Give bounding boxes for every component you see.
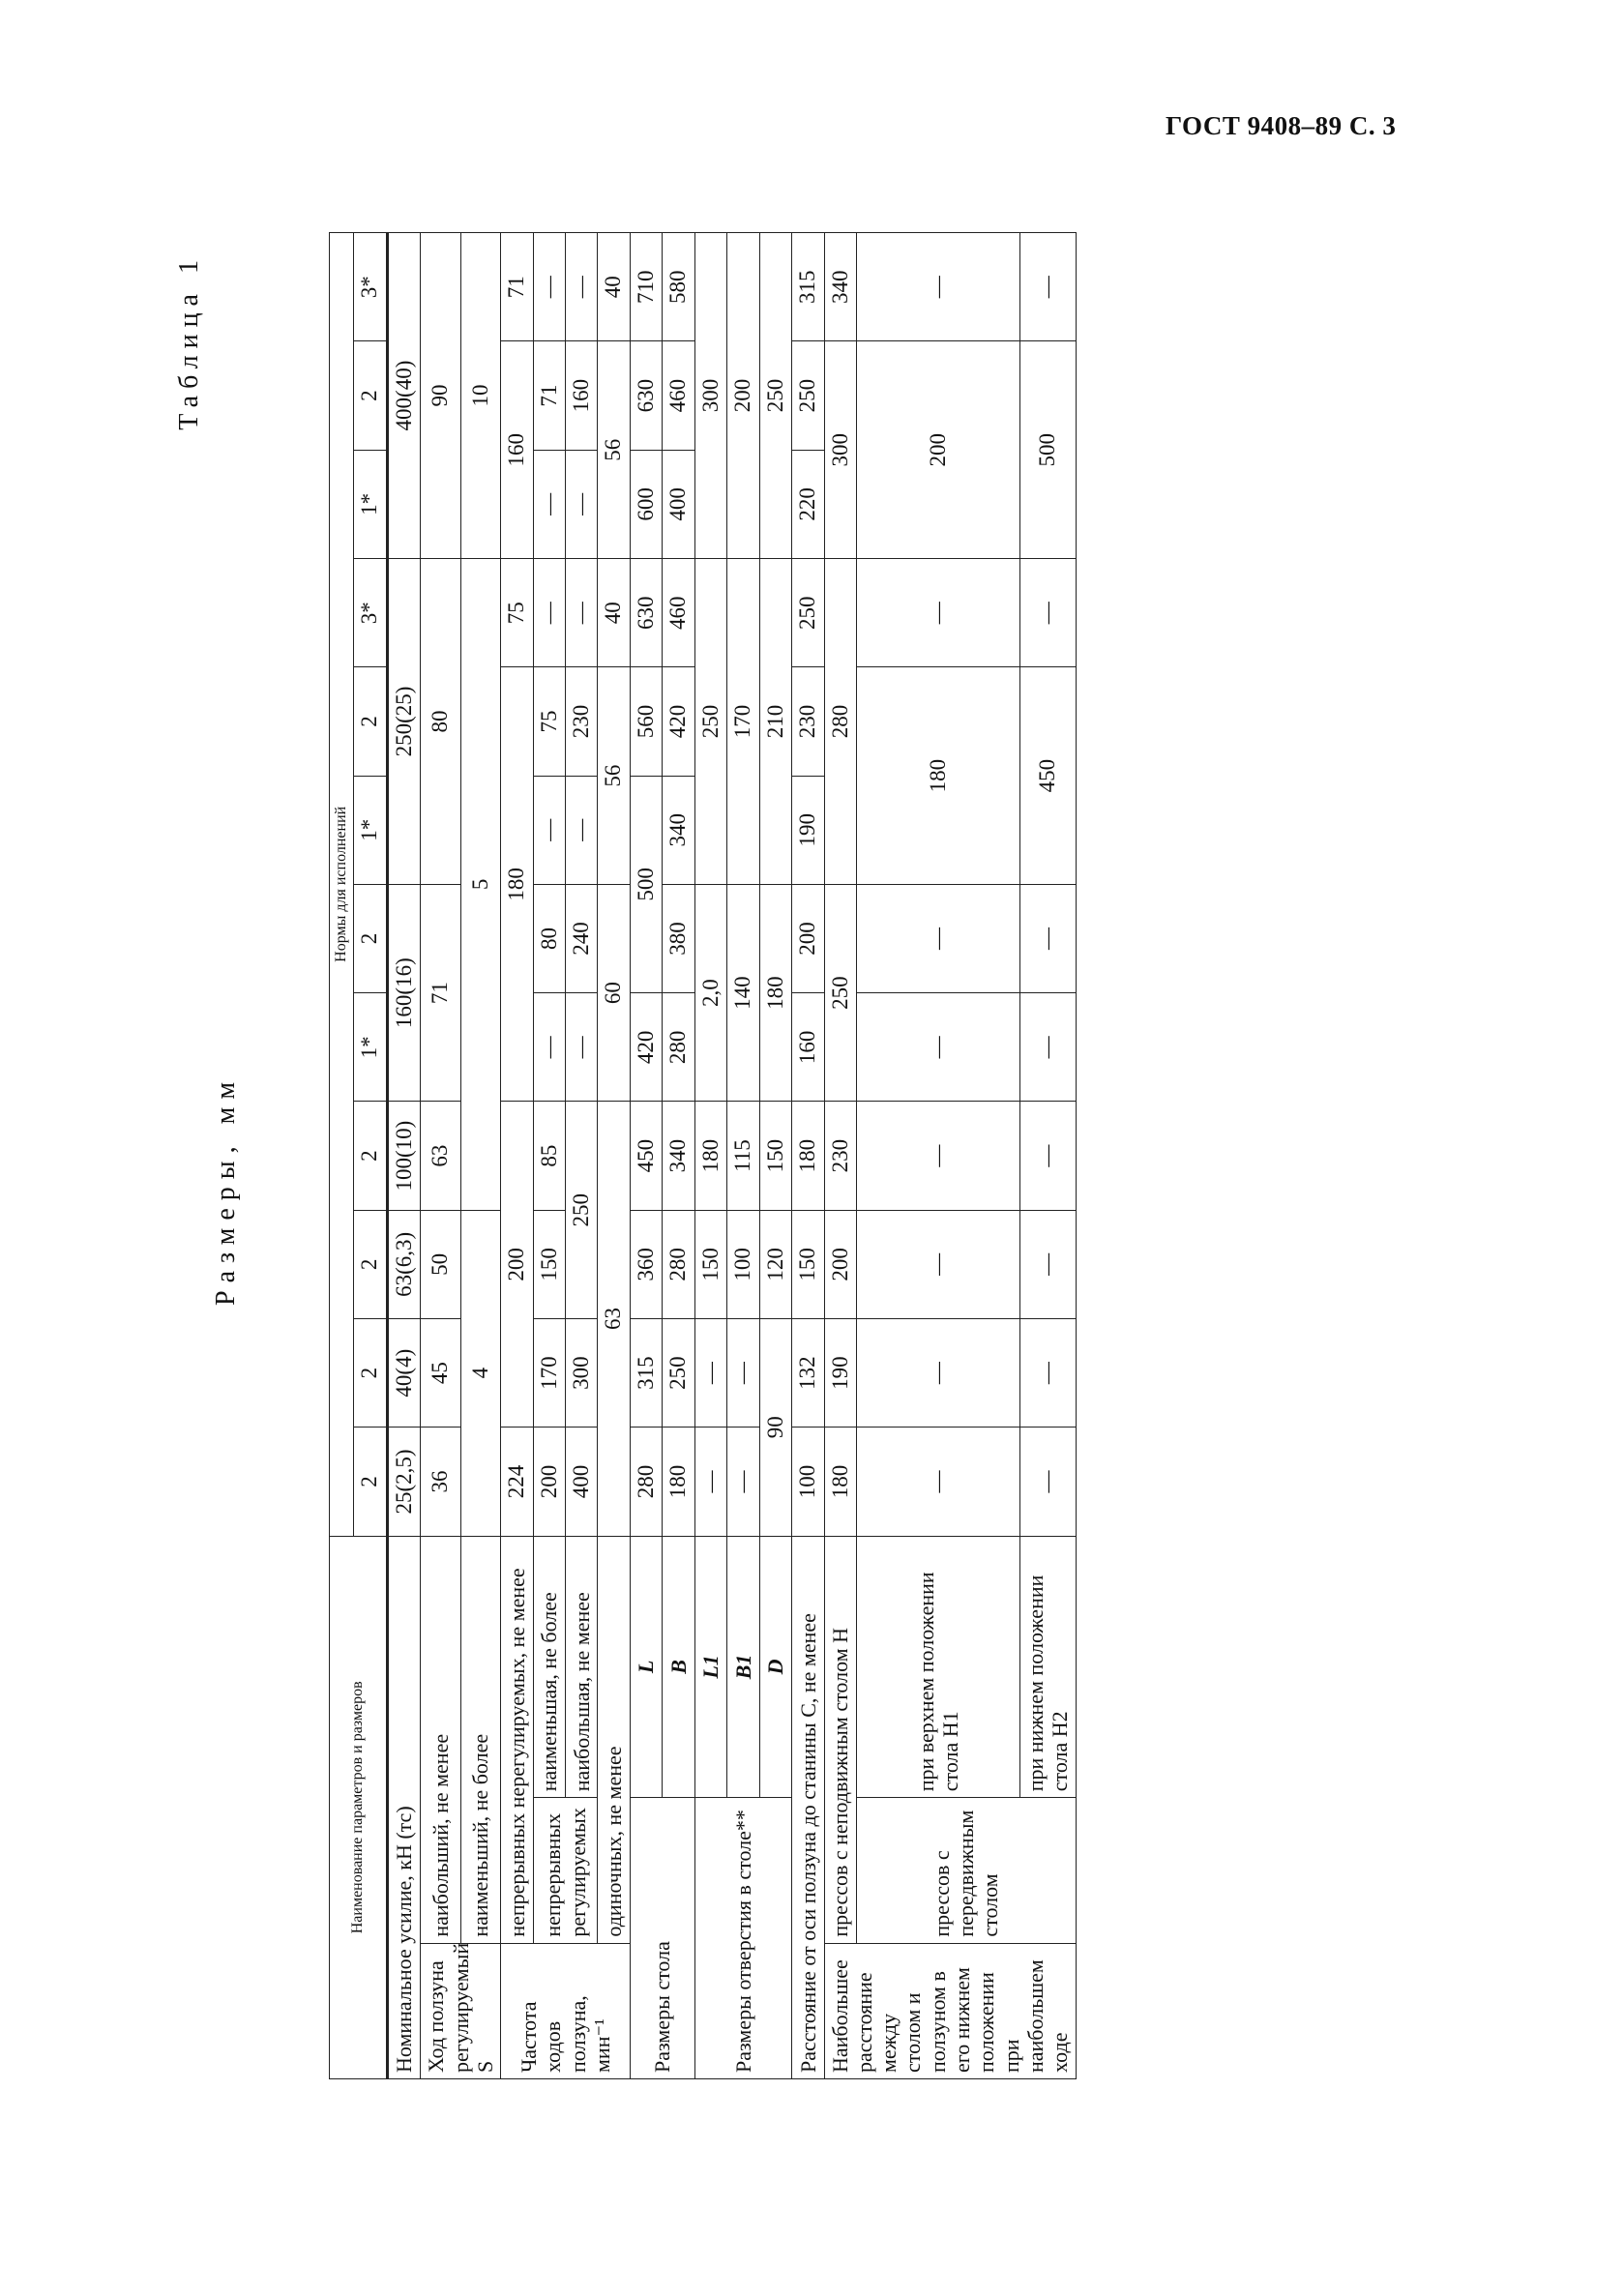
value-cell: — — [566, 233, 598, 341]
value-cell: — — [566, 776, 598, 884]
value-cell: 120 — [759, 1210, 791, 1318]
header-norms: Нормы для исполнений — [330, 233, 354, 1537]
value-cell: 5 — [460, 559, 500, 1211]
value-cell: 200 — [792, 884, 824, 992]
value-cell: 71 — [421, 884, 460, 1102]
page-header: ГОСТ 9408–89 С. 3 — [1166, 111, 1397, 140]
row-label: B — [663, 1536, 694, 1798]
value-cell: — — [1019, 1428, 1076, 1536]
value-cell: 100(10) — [387, 1102, 420, 1210]
row-stroke-max — [421, 233, 460, 2079]
value-cell: 560 — [630, 667, 662, 776]
value-cell: 340 — [663, 776, 694, 884]
row-label: прессов с неподвижным столом H — [824, 1536, 856, 1943]
value-cell: 300 — [566, 1319, 598, 1428]
value-cell: 56 — [598, 341, 630, 559]
value-cell: 40 — [598, 233, 630, 341]
table-header-row — [330, 233, 354, 2079]
value-cell: 180 — [792, 1102, 824, 1210]
value-cell: — — [856, 993, 1019, 1102]
variant-cell: 1* — [354, 450, 387, 558]
row-label: наименьший, не более — [460, 1536, 500, 1943]
value-cell: 71 — [533, 341, 565, 450]
value-cell: 630 — [630, 341, 662, 450]
value-cell: — — [533, 993, 565, 1102]
value-cell: 630 — [630, 559, 662, 667]
value-cell: 63 — [421, 1102, 460, 1210]
value-cell: 100 — [727, 1210, 759, 1318]
value-cell: — — [856, 884, 1019, 992]
value-cell: 40(4) — [387, 1319, 420, 1428]
rotated-table-area — [164, 232, 1364, 2079]
value-cell: 420 — [663, 667, 694, 776]
value-cell: — — [856, 1319, 1019, 1428]
row-label: наибольший, не менее — [421, 1536, 460, 1943]
subgroup-label: непрерывных регулируемых — [533, 1798, 598, 1943]
value-cell: 400 — [566, 1428, 598, 1536]
value-cell: 460 — [663, 341, 694, 450]
value-cell: 190 — [792, 776, 824, 884]
value-cell: 150 — [792, 1210, 824, 1318]
value-cell: — — [533, 233, 565, 341]
variant-cell: 3* — [354, 233, 387, 341]
value-cell: 250 — [566, 1102, 598, 1319]
value-cell: 80 — [421, 559, 460, 885]
row-freq-single — [598, 233, 630, 2079]
value-cell: 100 — [792, 1428, 824, 1536]
value-cell: 75 — [501, 559, 533, 667]
variant-cell: 2 — [354, 667, 387, 776]
value-cell: 170 — [533, 1319, 565, 1428]
value-cell: 2,0 — [694, 884, 726, 1102]
value-cell: 200 — [824, 1210, 856, 1318]
row-freq-nonreg — [501, 233, 533, 2079]
value-cell: 450 — [1019, 667, 1076, 885]
spec-table — [329, 232, 1077, 2079]
row-label: Расстояние от оси ползуна до станины C, не менее — [792, 1536, 824, 2078]
value-cell: 160 — [501, 341, 533, 559]
value-cell: 710 — [630, 233, 662, 341]
value-cell: 85 — [533, 1102, 565, 1210]
value-cell: — — [1019, 559, 1076, 667]
value-cell: 180 — [501, 667, 533, 1102]
group-label: Размеры стола — [630, 1798, 694, 2079]
value-cell: 210 — [759, 559, 791, 885]
value-cell: 63(6,3) — [387, 1210, 420, 1318]
value-cell: 80 — [533, 884, 565, 992]
row-H1 — [856, 233, 1019, 2079]
value-cell: — — [856, 233, 1019, 341]
value-cell: 36 — [421, 1428, 460, 1536]
value-cell: 280 — [663, 993, 694, 1102]
value-cell: 90 — [421, 233, 460, 559]
value-cell: — — [856, 1428, 1019, 1536]
value-cell: — — [856, 559, 1019, 667]
variant-cell: 1* — [354, 776, 387, 884]
value-cell: 250 — [663, 1319, 694, 1428]
value-cell: 280 — [663, 1210, 694, 1318]
value-cell: 150 — [533, 1210, 565, 1318]
value-cell: 160 — [566, 341, 598, 450]
value-cell: 250 — [792, 341, 824, 450]
value-cell: — — [727, 1319, 759, 1428]
variant-cell: 2 — [354, 1319, 387, 1428]
value-cell: 170 — [727, 559, 759, 885]
value-cell: 63 — [598, 1102, 630, 1536]
variant-cell: 2 — [354, 884, 387, 992]
value-cell: — — [533, 776, 565, 884]
value-cell: 50 — [421, 1210, 460, 1318]
group-label: Наибольшее расстояние между столом и ползуном в его нижнем положении при наибольшем ходе — [824, 1943, 1076, 2078]
row-H-fixed — [824, 233, 856, 2079]
value-cell: 180 — [824, 1428, 856, 1536]
value-cell: — — [856, 1210, 1019, 1318]
value-cell: 200 — [501, 1102, 533, 1428]
value-cell: 250 — [824, 884, 856, 1102]
value-cell: 45 — [421, 1319, 460, 1428]
value-cell: 56 — [598, 667, 630, 885]
value-cell: 420 — [630, 993, 662, 1102]
value-cell: 160 — [792, 993, 824, 1102]
row-label: D — [759, 1536, 791, 1798]
value-cell: 240 — [566, 884, 598, 992]
row-distance-C — [792, 233, 824, 2079]
row-label: одиночных, не менее — [598, 1536, 630, 1943]
value-cell: 360 — [630, 1210, 662, 1318]
row-label: наименьшая, не более — [533, 1536, 565, 1798]
value-cell: 75 — [533, 667, 565, 776]
row-label: при верхнем положении стола H1 — [856, 1536, 1019, 1798]
value-cell: — — [1019, 993, 1076, 1102]
value-cell: — — [727, 1428, 759, 1536]
value-cell: 500 — [630, 776, 662, 993]
row-label: L1 — [694, 1536, 726, 1798]
value-cell: 230 — [566, 667, 598, 776]
value-cell: 150 — [759, 1102, 791, 1210]
value-cell: — — [694, 1319, 726, 1428]
value-cell: 180 — [694, 1102, 726, 1210]
value-cell: 400 — [663, 450, 694, 558]
value-cell: 580 — [663, 233, 694, 341]
value-cell: 4 — [460, 1210, 500, 1536]
value-cell: 230 — [792, 667, 824, 776]
value-cell: 190 — [824, 1319, 856, 1428]
value-cell: 160(16) — [387, 884, 420, 1102]
value-cell: 71 — [501, 233, 533, 341]
value-cell: 180 — [663, 1428, 694, 1536]
value-cell: 315 — [792, 233, 824, 341]
subgroup-label: прессов с передвижным столом — [856, 1798, 1076, 1943]
value-cell: 280 — [824, 559, 856, 885]
value-cell: — — [566, 993, 598, 1102]
value-cell: 115 — [727, 1102, 759, 1210]
variant-cell: 2 — [354, 1210, 387, 1318]
value-cell: 300 — [824, 341, 856, 559]
value-cell: 460 — [663, 559, 694, 667]
value-cell: 200 — [533, 1428, 565, 1536]
row-stroke-min — [460, 233, 500, 2079]
value-cell: 250 — [694, 559, 726, 885]
value-cell: 340 — [824, 233, 856, 341]
value-cell: — — [533, 559, 565, 667]
value-cell: 400(40) — [387, 233, 420, 559]
value-cell: 500 — [1019, 341, 1076, 559]
value-cell: 220 — [792, 450, 824, 558]
value-cell: — — [694, 1428, 726, 1536]
group-label: Размеры отверстия в столе** — [694, 1798, 791, 2079]
value-cell: 250 — [792, 559, 824, 667]
variant-cell: 2 — [354, 1102, 387, 1210]
value-cell: — — [1019, 1319, 1076, 1428]
value-cell: — — [1019, 884, 1076, 992]
value-cell: 150 — [694, 1210, 726, 1318]
row-label: при нижнем положении стола H2 — [1019, 1536, 1076, 1798]
value-cell: 10 — [460, 233, 500, 559]
sizes-caption: Размеры, мм — [211, 1074, 241, 1306]
row-label: наибольшая, не менее — [566, 1536, 598, 1798]
value-cell: 380 — [663, 884, 694, 992]
value-cell: 140 — [727, 884, 759, 1102]
value-cell: 315 — [630, 1319, 662, 1428]
value-cell: 132 — [792, 1319, 824, 1428]
value-cell: — — [566, 450, 598, 558]
value-cell: — — [566, 559, 598, 667]
value-cell: 600 — [630, 450, 662, 558]
value-cell: 60 — [598, 884, 630, 1102]
value-cell: 200 — [856, 341, 1019, 559]
row-force — [387, 233, 420, 2079]
value-cell: 230 — [824, 1102, 856, 1210]
value-cell: — — [856, 1102, 1019, 1210]
value-cell: 180 — [759, 884, 791, 1102]
value-cell: — — [1019, 1102, 1076, 1210]
value-cell: — — [1019, 1210, 1076, 1318]
row-freq-reg-min — [533, 233, 565, 2079]
variant-cell: 1* — [354, 993, 387, 1102]
row-label: непрерывных нерегулируемых, не менее — [501, 1536, 533, 1943]
value-cell: 450 — [630, 1102, 662, 1210]
value-cell: 224 — [501, 1428, 533, 1536]
row-table-L — [630, 233, 662, 2079]
value-cell: 200 — [727, 233, 759, 559]
row-hole-L1 — [694, 233, 726, 2079]
row-label: Номинальное усилие, кН (тс) — [387, 1536, 420, 2078]
value-cell: — — [1019, 233, 1076, 341]
table-label: Таблица 1 — [174, 253, 204, 430]
value-cell: — — [533, 450, 565, 558]
value-cell: 180 — [856, 667, 1019, 885]
value-cell: 280 — [630, 1428, 662, 1536]
variant-cell: 3* — [354, 559, 387, 667]
variant-cell: 2 — [354, 1428, 387, 1536]
variant-cell: 2 — [354, 341, 387, 450]
value-cell: 250(25) — [387, 559, 420, 885]
value-cell: 300 — [694, 233, 726, 559]
row-label: L — [630, 1536, 662, 1798]
group-label: Частота ходов ползуна, мин⁻¹ — [501, 1943, 631, 2078]
value-cell: 340 — [663, 1102, 694, 1210]
group-label: Ход ползуна регулируемый S — [421, 1943, 501, 2078]
header-name-col: Наименование параметров и размеров — [330, 1536, 388, 2078]
value-cell: 25(2,5) — [387, 1428, 420, 1536]
value-cell: 40 — [598, 559, 630, 667]
row-label: B1 — [727, 1536, 759, 1798]
value-cell: 250 — [759, 233, 791, 559]
value-cell: 90 — [759, 1319, 791, 1537]
